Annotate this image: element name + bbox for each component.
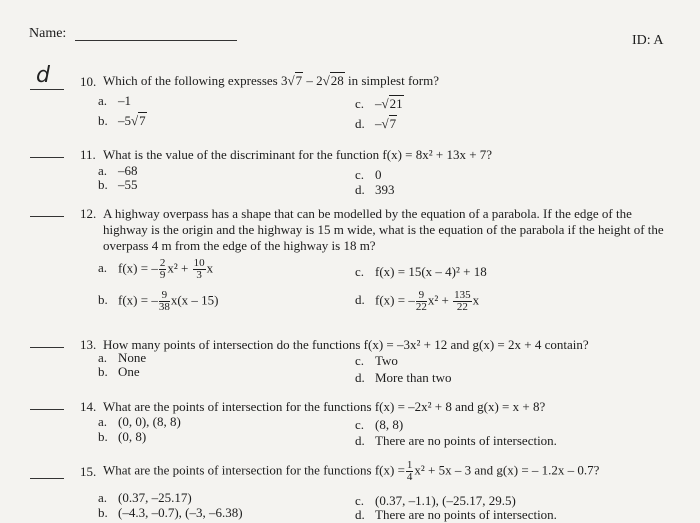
q12-option-b[interactable]: b. f(x) = – $\frac{9}{38}$ x(x – 15) [98,289,219,313]
q12-stem-line-1: A highway overpass has a shape that can be modelled by the equation of a parabola. If the edge of the [103,206,632,221]
q15-number: 15. [80,464,97,479]
q15-option-b[interactable]: b. (–4.3, –0.7), (–3, –6.38) [98,505,243,520]
q13-option-c[interactable]: c. Two [355,353,398,368]
q10-number: 10. [80,74,97,89]
q13-stem: How many points of intersection do the functions f(x) = –3x² + 12 and g(x) = 2x + 4 contain? [103,337,589,352]
q14-option-b[interactable]: b. (0, 8) [98,429,147,444]
q15-answer-blank[interactable] [30,478,64,479]
id-label: ID: A [632,33,664,48]
q13-answer-blank[interactable] [30,347,64,348]
q12-answer-blank[interactable] [30,216,64,217]
q10-handwritten-answer: d [36,63,50,88]
name-field[interactable] [75,40,237,41]
q14-option-a[interactable]: a. (0, 0), (8, 8) [98,414,181,429]
q15-stem: What are the points of intersection for the functions f(x) = $\frac{1}{4}$ x² + 5x – 3 and g(x) = – 1.2x – 0.7? [103,459,600,483]
q12-number: 12. [80,206,97,221]
q10-option-a[interactable]: a. –1 [98,93,131,108]
name-label: Name: [29,26,67,41]
q14-option-c[interactable]: c. (8, 8) [355,417,404,432]
q11-option-d[interactable]: d. 393 [355,182,395,197]
q13-option-a[interactable]: a. None [98,350,147,365]
q11-stem: What is the value of the discriminant for the function f(x) = 8x² + 13x + 7? [103,147,493,162]
q11-option-b[interactable]: b. –55 [98,177,138,192]
q15-option-a[interactable]: a. (0.37, –25.17) [98,490,192,505]
q11-number: 11. [80,147,96,162]
q14-option-d[interactable]: d. There are no points of intersection. [355,433,557,448]
q10-stem: Which of the following expresses 3√7 – 2√28 in simplest form? [103,73,440,88]
q12-option-a[interactable]: a. f(x) = – $\frac{2}{9}$ x² + $\frac{10}{3}$ x [98,257,214,281]
q10-answer-blank[interactable] [30,89,64,90]
q14-stem: What are the points of intersection for the functions f(x) = –2x² + 8 and g(x) = x + 8? [103,399,546,414]
q10-option-b[interactable]: b. –5√7 [98,113,146,128]
q11-option-a[interactable]: a. –68 [98,163,138,178]
q10-option-c[interactable]: c. –√21 [355,96,403,111]
q11-answer-blank[interactable] [30,157,64,158]
q11-option-c[interactable]: c. 0 [355,167,382,182]
q14-number: 14. [80,399,97,414]
q12-option-d[interactable]: d. f(x) = – $\frac{9}{22}$ x² + $\frac{135}{22}$ x [355,289,480,313]
q15-option-d[interactable]: d. There are no points of intersection. [355,507,557,522]
q12-option-c[interactable]: c. f(x) = 15(x – 4)² + 18 [355,264,487,279]
q10-option-d[interactable]: d. –√7 [355,116,397,131]
q15-option-c[interactable]: c. (0.37, –1.1), (–25.17, 29.5) [355,493,516,508]
q14-answer-blank[interactable] [30,409,64,410]
q12-stem-line-2: highway is the origin and the highway is 15 m wide, what is the equation of the parabola if the height of the [103,222,664,237]
q12-stem-line-3: overpass 4 m from the edge of the highway is 18 m? [103,238,376,253]
q13-option-d[interactable]: d. More than two [355,370,452,385]
q13-number: 13. [80,337,97,352]
q13-option-b[interactable]: b. One [98,364,140,379]
